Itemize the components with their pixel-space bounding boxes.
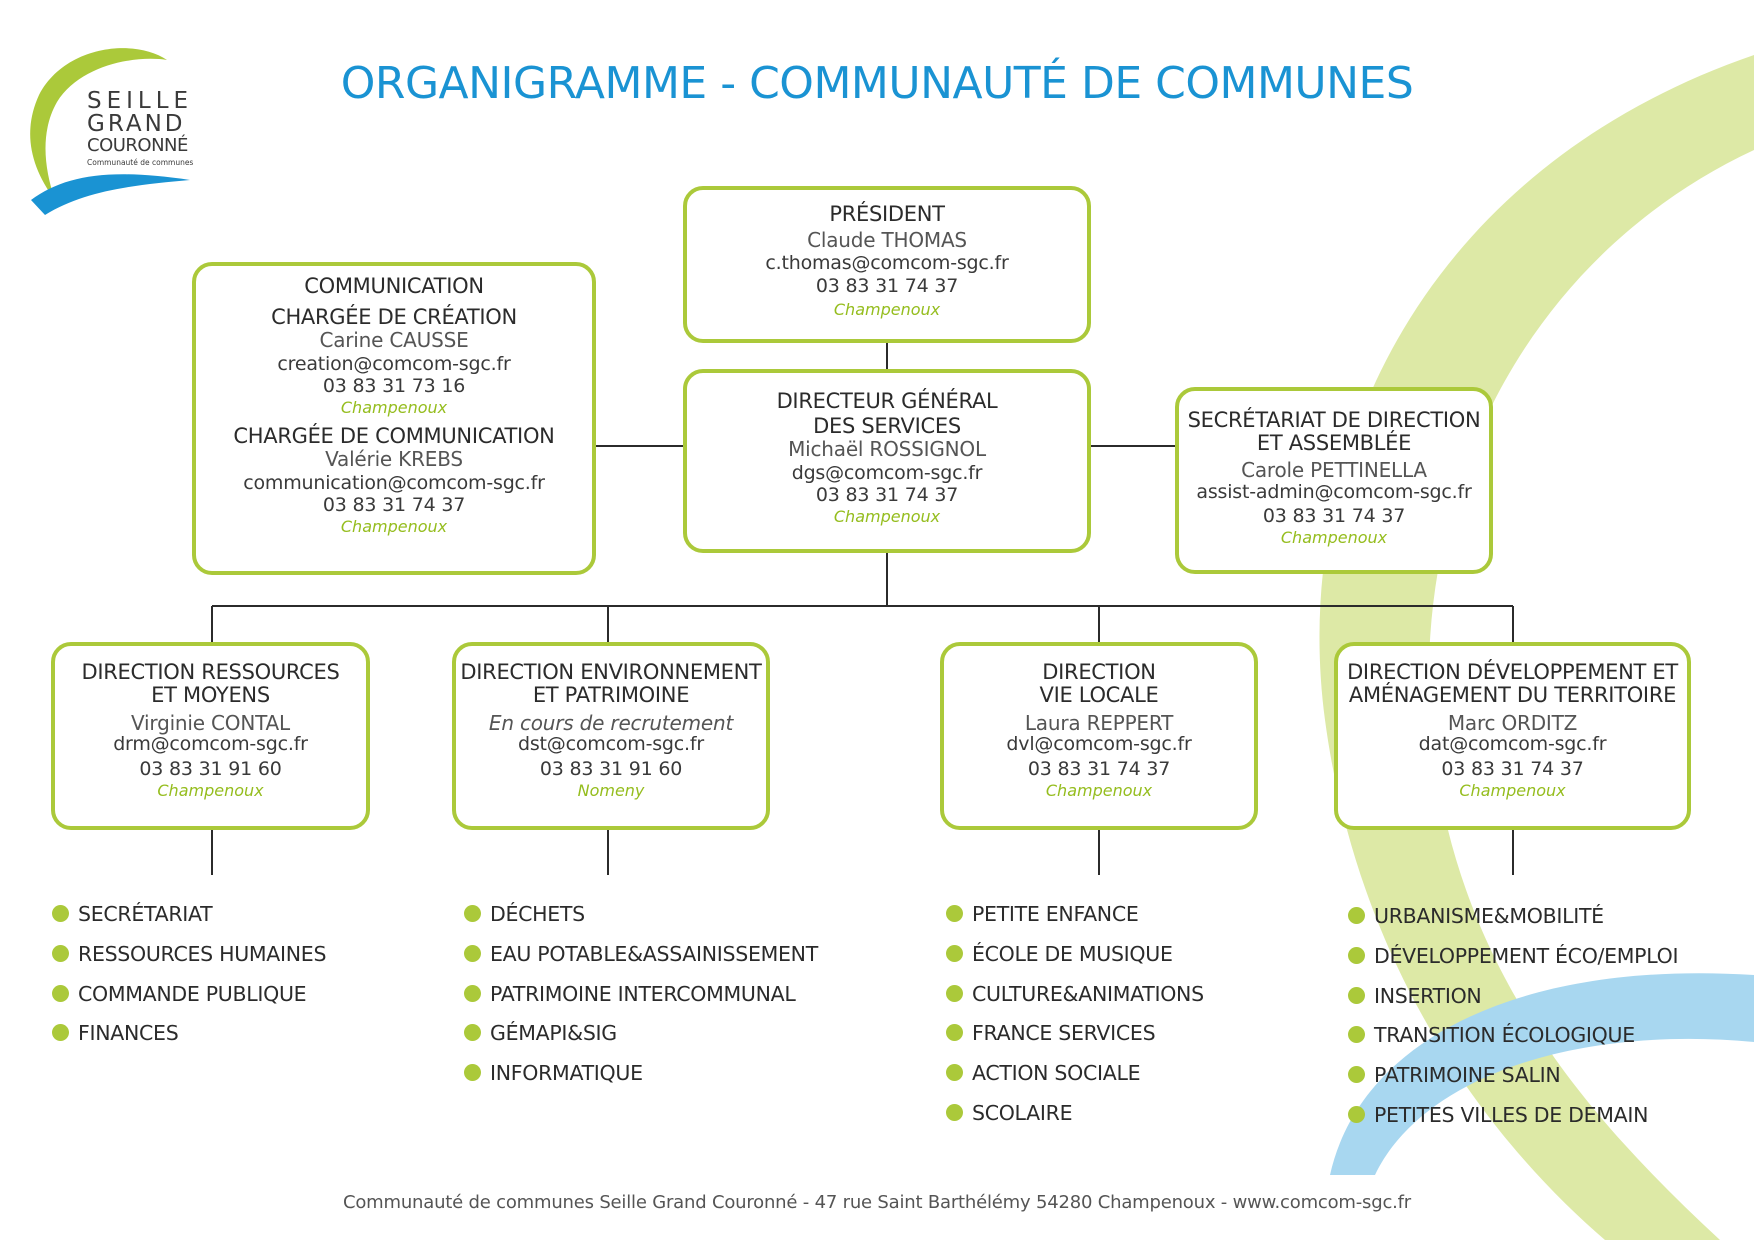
service-item bbox=[1348, 904, 1678, 944]
bullet-dot-icon bbox=[946, 985, 963, 1002]
dgs-phone: 03 83 31 74 37 bbox=[815, 483, 959, 506]
service-label: DÉCHETS bbox=[490, 902, 585, 926]
service-item bbox=[1348, 1063, 1678, 1103]
direction-box bbox=[1334, 642, 1691, 830]
service-list bbox=[52, 902, 326, 1061]
direction-heading-line-1: DIRECTION DÉVELOPPEMENT ET bbox=[1347, 660, 1678, 684]
creation-heading: CHARGÉE DE CRÉATION bbox=[271, 304, 517, 329]
direction-email: drm@comcom-sgc.fr bbox=[113, 733, 308, 756]
direction-location: Champenoux bbox=[157, 780, 264, 800]
service-item bbox=[946, 1101, 1204, 1141]
direction-phone: 03 83 31 74 37 bbox=[1441, 758, 1584, 781]
secretariat-location: Champenoux bbox=[1280, 527, 1388, 547]
service-label: URBANISME&MOBILITÉ bbox=[1374, 904, 1604, 928]
service-item bbox=[52, 902, 326, 942]
service-item bbox=[946, 1061, 1204, 1101]
communication-officer-phone: 03 83 31 74 37 bbox=[322, 493, 466, 516]
bullet-dot-icon bbox=[1348, 987, 1365, 1004]
service-item bbox=[946, 1021, 1204, 1061]
bullet-dot-icon bbox=[946, 905, 963, 922]
service-item bbox=[464, 982, 818, 1022]
president-name: Claude THOMAS bbox=[807, 227, 967, 252]
bullet-dot-icon bbox=[52, 945, 69, 962]
communication-officer-email: communication@comcom-sgc.fr bbox=[243, 471, 545, 494]
bullet-dot-icon bbox=[464, 1064, 481, 1081]
service-label: ÉCOLE DE MUSIQUE bbox=[972, 941, 1173, 966]
bullet-dot-icon bbox=[52, 1024, 69, 1041]
bullet-dot-icon bbox=[1348, 907, 1365, 924]
direction-location: Champenoux bbox=[1459, 780, 1566, 800]
logo-line-3: COURONNÉ bbox=[87, 134, 188, 156]
bullet-dot-icon bbox=[464, 985, 481, 1002]
creation-name: Carine CAUSSE bbox=[319, 328, 469, 353]
communication-officer-location: Champenoux bbox=[340, 517, 448, 537]
service-label: FRANCE SERVICES bbox=[972, 1021, 1156, 1046]
service-item bbox=[52, 1021, 326, 1061]
president-box bbox=[683, 186, 1091, 343]
direction-email: dst@comcom-sgc.fr bbox=[518, 733, 704, 756]
president-phone: 03 83 31 74 37 bbox=[815, 275, 959, 298]
secretariat-phone: 03 83 31 74 37 bbox=[1262, 505, 1406, 528]
service-item bbox=[52, 942, 326, 982]
bullet-dot-icon bbox=[946, 945, 963, 962]
direction-phone: 03 83 31 74 37 bbox=[1027, 758, 1171, 781]
president-email: c.thomas@comcom-sgc.fr bbox=[765, 252, 1009, 274]
service-label: ACTION SOCIALE bbox=[972, 1061, 1141, 1086]
dgs-location: Champenoux bbox=[833, 506, 941, 526]
service-label: INFORMATIQUE bbox=[490, 1061, 643, 1086]
bullet-dot-icon bbox=[464, 1024, 481, 1041]
creation-phone: 03 83 31 73 16 bbox=[322, 374, 466, 397]
service-list bbox=[946, 902, 1204, 1141]
bullet-dot-icon bbox=[1348, 1026, 1365, 1043]
direction-head-name: En cours de recrutement bbox=[488, 711, 734, 736]
service-item bbox=[1348, 1103, 1678, 1143]
service-label: SECRÉTARIAT bbox=[78, 902, 213, 926]
service-item bbox=[1348, 944, 1678, 984]
service-item bbox=[946, 982, 1204, 1022]
direction-heading-line-2: ET PATRIMOINE bbox=[532, 683, 690, 708]
service-label: GÉMAPI&SIG bbox=[490, 1021, 617, 1046]
direction-heading-line-1: DIRECTION ENVIRONNEMENT bbox=[460, 660, 762, 684]
dgs-box bbox=[683, 369, 1091, 553]
service-item bbox=[1348, 1023, 1678, 1063]
direction-head-name: Virginie CONTAL bbox=[131, 711, 290, 736]
service-item bbox=[946, 942, 1204, 982]
direction-location: Nomeny bbox=[577, 780, 645, 800]
service-label: PETITE ENFANCE bbox=[972, 902, 1139, 926]
service-list bbox=[1348, 904, 1678, 1143]
direction-heading-line-1: DIRECTION bbox=[1042, 660, 1156, 684]
direction-head-name: Laura REPPERT bbox=[1024, 711, 1174, 736]
service-label: SCOLAIRE bbox=[972, 1100, 1073, 1125]
service-label: PETITES VILLES DE DEMAIN bbox=[1374, 1102, 1649, 1127]
direction-phone: 03 83 31 91 60 bbox=[139, 758, 282, 781]
service-label: COMMANDE PUBLIQUE bbox=[78, 981, 307, 1006]
logo-line-2: GRAND bbox=[87, 111, 186, 138]
direction-box bbox=[940, 642, 1258, 830]
service-label: TRANSITION ÉCOLOGIQUE bbox=[1374, 1023, 1635, 1048]
service-label: FINANCES bbox=[78, 1021, 179, 1046]
direction-heading-line-2: VIE LOCALE bbox=[1039, 683, 1159, 708]
secretariat-heading-line-1: SECRÉTARIAT DE DIRECTION bbox=[1187, 408, 1481, 432]
service-label: DÉVELOPPEMENT ÉCO/EMPLOI bbox=[1374, 943, 1679, 968]
secretariat-name: Carole PETTINELLA bbox=[1241, 458, 1427, 483]
direction-phone: 03 83 31 91 60 bbox=[539, 758, 683, 781]
service-item bbox=[946, 902, 1204, 942]
footer-address: Communauté de communes Seille Grand Couronné - 47 rue Saint Barthélémy 54280 Champenoux - www.comcom-sgc.fr bbox=[342, 1192, 1411, 1213]
direction-box bbox=[51, 642, 370, 830]
bullet-dot-icon bbox=[1348, 947, 1365, 964]
service-list bbox=[464, 902, 818, 1101]
service-item bbox=[464, 902, 818, 942]
president-heading: PRÉSIDENT bbox=[829, 202, 945, 226]
bullet-dot-icon bbox=[946, 1024, 963, 1041]
logo-line-1: SEILLE bbox=[87, 88, 194, 114]
secretariat-email: assist-admin@comcom-sgc.fr bbox=[1196, 480, 1472, 503]
service-item bbox=[464, 1021, 818, 1061]
bullet-dot-icon bbox=[464, 905, 481, 922]
service-label: PATRIMOINE INTERCOMMUNAL bbox=[490, 981, 796, 1006]
bullet-dot-icon bbox=[52, 985, 69, 1002]
service-item bbox=[1348, 984, 1678, 1024]
dgs-heading-line-2: DES SERVICES bbox=[813, 413, 961, 438]
communication-heading: COMMUNICATION bbox=[304, 274, 484, 298]
service-label: EAU POTABLE&ASSAINISSEMENT bbox=[490, 941, 818, 966]
direction-box bbox=[452, 642, 770, 830]
secretariat-box bbox=[1175, 387, 1493, 574]
page-title: ORGANIGRAMME - COMMUNAUTÉ DE COMMUNES bbox=[340, 58, 1414, 109]
logo-tagline: Communauté de communes bbox=[87, 158, 194, 168]
communication-box bbox=[192, 262, 596, 575]
bullet-dot-icon bbox=[1348, 1106, 1365, 1123]
service-label: INSERTION bbox=[1374, 983, 1482, 1008]
communication-officer-heading: CHARGÉE DE COMMUNICATION bbox=[233, 423, 555, 448]
dgs-name: Michaël ROSSIGNOL bbox=[788, 437, 986, 462]
service-item bbox=[52, 982, 326, 1022]
dgs-heading-line-1: DIRECTEUR GÉNÉRAL bbox=[776, 389, 998, 413]
president-location: Champenoux bbox=[833, 300, 941, 320]
direction-email: dvl@comcom-sgc.fr bbox=[1006, 733, 1192, 756]
bullet-dot-icon bbox=[52, 905, 69, 922]
bullet-dot-icon bbox=[464, 945, 481, 962]
secretariat-heading-line-2: ET ASSEMBLÉE bbox=[1256, 430, 1412, 455]
service-item bbox=[464, 942, 818, 982]
bullet-dot-icon bbox=[946, 1064, 963, 1081]
service-label: PATRIMOINE SALIN bbox=[1374, 1063, 1561, 1088]
direction-location: Champenoux bbox=[1045, 780, 1153, 800]
service-item bbox=[464, 1061, 818, 1101]
dgs-email: dgs@comcom-sgc.fr bbox=[791, 461, 983, 484]
creation-email: creation@comcom-sgc.fr bbox=[277, 352, 511, 375]
bullet-dot-icon bbox=[946, 1104, 963, 1121]
service-label: CULTURE&ANIMATIONS bbox=[972, 981, 1204, 1006]
direction-heading-line-1: DIRECTION RESSOURCES bbox=[81, 660, 340, 684]
communication-officer-name: Valérie KREBS bbox=[325, 447, 463, 472]
service-label: RESSOURCES HUMAINES bbox=[78, 941, 327, 966]
direction-head-name: Marc ORDITZ bbox=[1447, 711, 1578, 736]
direction-heading-line-2: AMÉNAGEMENT DU TERRITOIRE bbox=[1348, 683, 1677, 708]
direction-heading-line-2: ET MOYENS bbox=[151, 683, 270, 708]
bullet-dot-icon bbox=[1348, 1066, 1365, 1083]
creation-location: Champenoux bbox=[340, 397, 448, 417]
direction-email: dat@comcom-sgc.fr bbox=[1418, 733, 1607, 756]
